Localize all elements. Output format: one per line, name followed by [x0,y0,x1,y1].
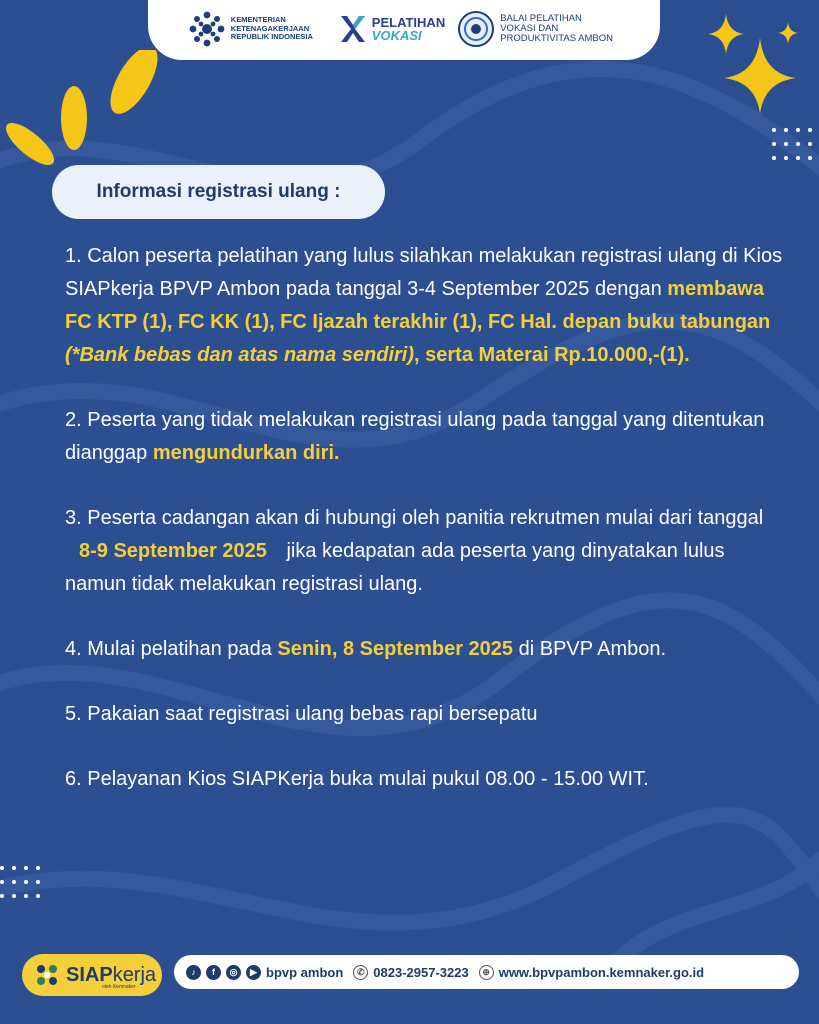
website-link[interactable]: www.bpvpambon.kemnaker.go.id [498,964,705,980]
website-group [479,965,704,980]
globe-icon: ⊕ [479,965,494,980]
org3-line3: PRODUKTIVITAS AMBON [500,33,614,44]
org2-line2: VOKASI [371,28,422,43]
sparkle-icon [700,8,810,118]
social-handle[interactable]: bpvp ambon [266,964,344,980]
tiktok-icon[interactable]: ♪ [186,965,201,980]
page-title: Informasi registrasi ulang : [52,165,385,219]
item1-text: 1. Calon peserta pelatihan yang lulus silahkan melakukan registrasi ulang di Kios SIAPkerja BPVP Ambon pada tanggal 3-4 September 2025 dengan [65,245,783,300]
facebook-icon[interactable]: f [206,965,221,980]
social-group [186,965,343,980]
item4-text: 4. Mulai pelatihan pada [65,638,278,660]
info-item-4 [65,633,785,666]
siapkerja-badge [22,954,162,996]
info-item-1 [65,240,785,372]
header-logos [148,0,660,60]
org1-line1: KEMENTERIAN [230,15,286,25]
org2-line1: PELATIHAN [371,15,446,30]
kemnaker-logo-icon [188,10,226,48]
siapkerja-logo-icon [32,960,62,990]
item2-highlight: mengundurkan diri. [152,442,340,464]
item1-highlight: membawa FC KTP (1), FC KK (1), FC Ijazah terakhir (1), FC Hal. depan buku tabungan [65,278,771,333]
brand-sub: oleh Kemnaker [102,984,136,990]
info-item-3 [65,502,785,601]
decorative-rays [2,50,162,170]
org-kemnaker [188,10,327,48]
item5-text: 5. Pakaian saat registrasi ulang bebas rapi bersepatu [65,703,538,725]
org1-line2: KETENAGAKERJAAN [230,23,310,33]
brand-bold: SIAP [66,963,113,986]
item3-text: 3. Peserta cadangan akan di hubungi oleh panitia rekrutmen mulai dari tanggal [65,507,764,529]
org3-line2: VOKASI DAN [500,23,559,34]
item3-highlight: 8-9 September 2025 [79,540,267,562]
org1-line3: REPUBLIK INDONESIA [230,32,313,42]
bpvp-seal-icon [457,10,495,48]
item3-text-end: jika kedapatan ada peserta yang dinyatakan lulus namun tidak melakukan registrasi ulang. [65,540,725,595]
org-pelatihan-vokasi [339,14,445,44]
item4-highlight: Senin, 8 September 2025 [277,638,514,660]
contact-bar [174,955,799,989]
phone-group [353,965,468,980]
pelatihan-vokasi-logo-icon [339,14,367,44]
info-list [65,240,785,828]
item4-text-end: di BPVP Ambon. [513,638,667,660]
info-item-2 [65,404,785,470]
dot-grid-right [772,128,819,164]
instagram-icon[interactable]: ◎ [226,965,241,980]
org-bpvp-ambon [457,10,620,48]
item1-highlight-end: , serta Materai Rp.10.000,-(1). [414,344,690,366]
info-item-5 [65,698,785,731]
info-item-6 [65,763,785,796]
dot-grid-left [0,866,50,902]
whatsapp-icon: ✆ [353,965,368,980]
item2-text: 2. Peserta yang tidak melakukan registrasi ulang pada tanggal yang ditentukan dianggap [65,409,765,464]
brand-light: kerja [112,963,157,986]
item6-text: 6. Pelayanan Kios SIAPKerja buka mulai pukul 08.00 - 15.00 WIT. [65,768,649,790]
youtube-icon[interactable]: ▶ [246,965,261,980]
org3-line1: BALAI PELATIHAN [500,13,582,24]
item1-highlight-italic: (*Bank bebas dan atas nama sendiri) [65,344,415,366]
phone-number[interactable]: 0823-2957-3223 [373,964,469,980]
